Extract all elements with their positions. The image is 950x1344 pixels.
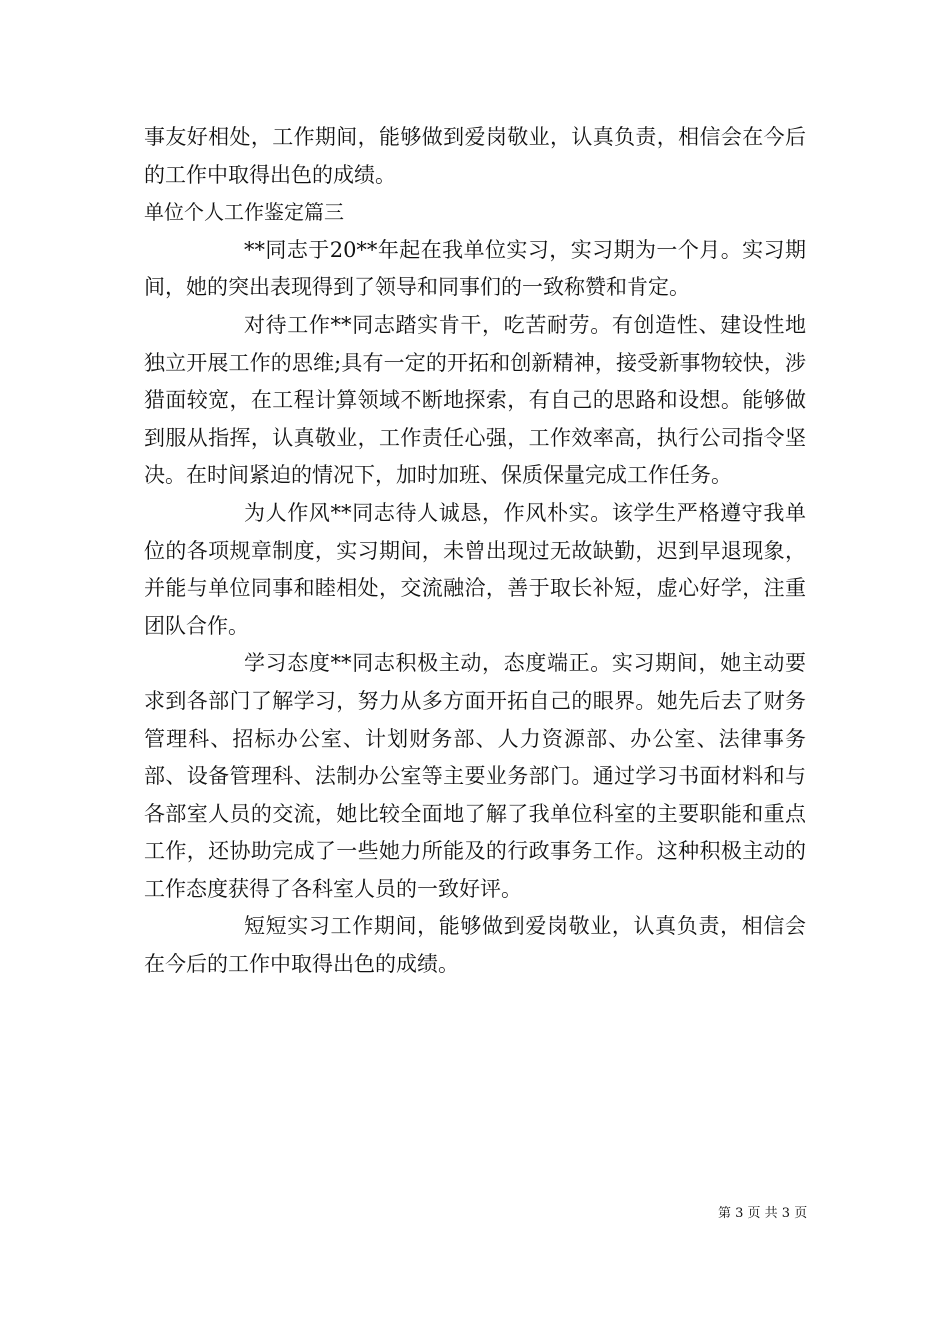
- section-heading: 单位个人工作鉴定篇三: [144, 200, 344, 225]
- document-body: [144, 119, 806, 984]
- page-number-footer: 第 3 页 共 3 页: [718, 1206, 808, 1221]
- paragraph-work-attitude: 对待工作**同志踏实肯干，吃苦耐劳。有创造性、建设性地独立开展工作的思维;具有一定的开拓和创新精神，接受新事物较快，涉猎面较宽，在工程计算领域不断地探索，有自己的思路和设想。能够做到服从指挥，认真敬业，工作责任心强，工作效率高，执行公司指令坚决。在时间紧迫的情况下，加时加班、保质保量完成工作任务。: [144, 312, 806, 488]
- paragraph-conclusion: 短短实习工作期间，能够做到爱岗敬业，认真负责，相信会在今后的工作中取得出色的成绩。: [144, 914, 806, 977]
- paragraph-intro: **同志于20**年起在我单位实习，实习期为一个月。实习期间，她的突出表现得到了领导和同事们的一致称赞和肯定。: [144, 237, 806, 300]
- paragraph-continuation: 事友好相处，工作期间，能够做到爱岗敬业，认真负责，相信会在今后的工作中取得出色的成绩。: [144, 125, 806, 187]
- paragraph-conduct: 为人作风**同志待人诚恳，作风朴实。该学生严格遵守我单位的各项规章制度，实习期间，未曾出现过无故缺勤，迟到早退现象，并能与单位同事和睦相处，交流融洽，善于取长补短，虚心好学，注重团队合作。: [144, 500, 806, 638]
- paragraph-study-attitude: 学习态度**同志积极主动，态度端正。实习期间，她主动要求到各部门了解学习，努力从多方面开拓自己的眼界。她先后去了财务管理科、招标办公室、计划财务部、人力资源部、办公室、法律事务部、设备管理科、法制办公室等主要业务部门。通过学习书面材料和与各部室人员的交流，她比较全面地了解了我单位科室的主要职能和重点工作，还协助完成了一些她力所能及的行政事务工作。这种积极主动的工作态度获得了各科室人员的一致好评。: [144, 651, 806, 901]
